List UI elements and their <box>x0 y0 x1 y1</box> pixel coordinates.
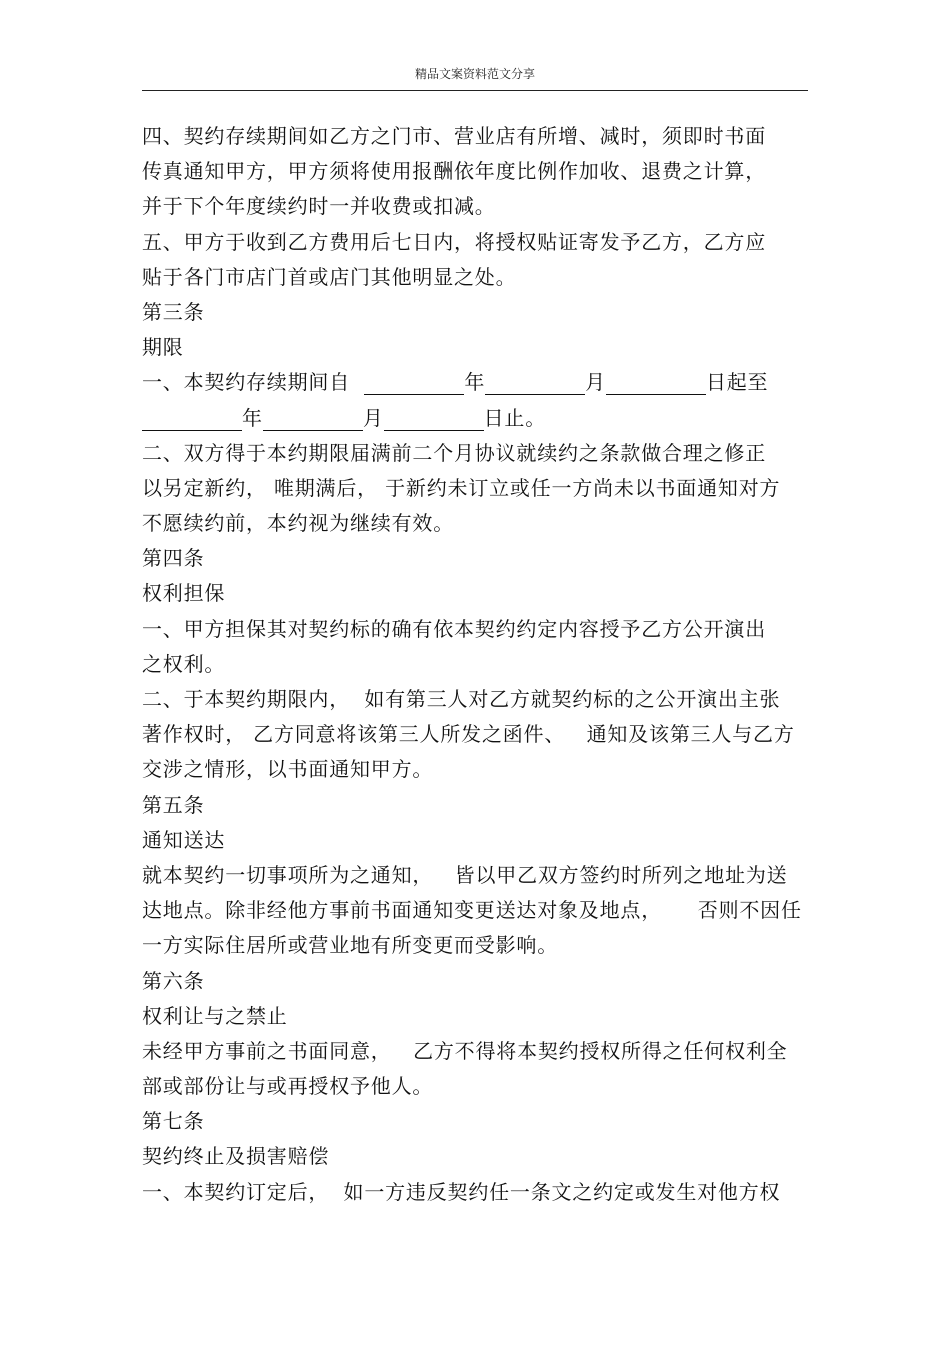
text-line: 一方实际住居所或营业地有所变更而受影响。 <box>142 933 558 958</box>
article-heading: 第三条 <box>142 299 205 324</box>
year-label: 年 <box>242 405 263 430</box>
header-divider <box>142 90 808 91</box>
text-line: 并于下个年度续约时一并收费或扣减。 <box>142 194 496 219</box>
end-year-blank[interactable] <box>142 408 242 431</box>
text-line: 一、本契约订定后， 如一方违反契约任一条文之约定或发生对他方权 <box>142 1179 781 1204</box>
document-body <box>142 119 822 1210</box>
article-heading: 第五条 <box>142 792 205 817</box>
article-heading: 第四条 <box>142 546 205 571</box>
article-heading: 第六条 <box>142 968 205 993</box>
text-line: 二、双方得于本约期限届满前二个月协议就续约之条款做合理之修正 <box>142 440 766 465</box>
term-start-line <box>142 365 822 400</box>
text-line: 就本契约一切事项所为之通知， 皆以甲乙双方签约时所列之地址为送 <box>142 862 788 887</box>
text-line: 未经甲方事前之书面同意， 乙方不得将本契约授权所得之任何权利全 <box>142 1038 788 1063</box>
article-title: 权利让与之禁止 <box>142 1003 288 1028</box>
term-end-line <box>142 401 822 436</box>
start-day-blank[interactable] <box>606 372 706 395</box>
text-line: 二、于本契约期限内， 如有第三人对乙方就契约标的之公开演出主张 <box>142 687 781 711</box>
day-end-label: 日止。 <box>483 405 547 430</box>
term-start-label: 一、本契约存续期间自 <box>142 370 365 395</box>
article-title: 通知送达 <box>142 827 226 852</box>
text-line: 交涉之情形，以书面通知甲方。 <box>142 757 434 782</box>
text-line: 五、甲方于收到乙方费用后七日内，将授权贴证寄发予乙方，乙方应 <box>142 229 766 254</box>
text-line: 部或部份让与或再授权予他人。 <box>142 1074 434 1099</box>
text-line: 达地点。除非经他方事前书面通知变更送达对象及地点， 否则不因任 <box>142 898 802 923</box>
text-line: 四、契约存续期间如乙方之门市、营业店有所增、减时，须即时书面 <box>142 124 766 148</box>
year-label: 年 <box>464 370 486 395</box>
text-line: 不愿续约前，本约视为继续有效。 <box>142 511 454 536</box>
start-month-blank[interactable] <box>485 372 585 395</box>
article-title: 契约终止及损害赔偿 <box>142 1144 330 1169</box>
text-line: 之权利。 <box>142 651 226 676</box>
text-line: 一、甲方担保其对契约标的确有依本契约约定内容授予乙方公开演出 <box>142 616 766 641</box>
article-heading: 第七条 <box>142 1109 205 1134</box>
text-line: 贴于各门市店门首或店门其他明显之处。 <box>142 264 517 289</box>
month-label: 月 <box>362 405 384 430</box>
text-line: 以另定新约， 唯期满后， 于新约未订立或任一方尚未以书面通知对方 <box>142 475 781 500</box>
start-year-blank[interactable] <box>364 372 464 395</box>
end-day-blank[interactable] <box>384 408 484 431</box>
text-line: 传真通知甲方，甲方须将使用报酬依年度比例作加收、退费之计算， <box>142 159 766 184</box>
text-line: 著作权时， 乙方同意将该第三人所发之函件、 通知及该第三人与乙方 <box>142 722 795 747</box>
article-title: 期限 <box>142 335 184 360</box>
month-label: 月 <box>585 370 606 395</box>
day-start-label: 日起至 <box>705 370 769 395</box>
page-header: 精品文案资料范文分享 <box>414 67 535 81</box>
article-title: 权利担保 <box>142 581 226 606</box>
end-month-blank[interactable] <box>263 408 363 431</box>
